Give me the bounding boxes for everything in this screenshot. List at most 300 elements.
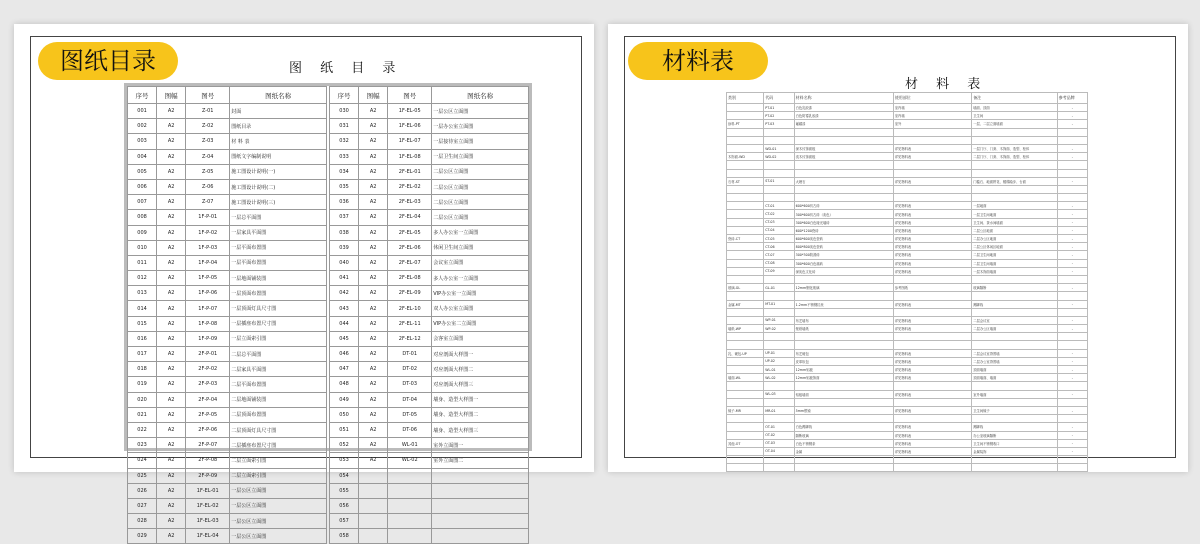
table-cell: 会议室立面图 bbox=[432, 255, 529, 270]
table-cell: 1F-P-02 bbox=[186, 225, 230, 240]
table-cell: A2 bbox=[359, 134, 388, 149]
table-cell: 2F-EL-05 bbox=[388, 225, 432, 240]
table-cell: 详见物料表 bbox=[893, 423, 972, 431]
table-row bbox=[330, 362, 529, 377]
table-cell: 2F-P-06 bbox=[186, 422, 230, 437]
table-cell: 033 bbox=[330, 149, 359, 164]
table-cell: 020 bbox=[128, 392, 157, 407]
table-cell: 布艺硬包 bbox=[794, 349, 893, 357]
table-cell: - bbox=[1057, 316, 1087, 324]
table-cell: 036 bbox=[330, 195, 359, 210]
table-cell: 二层地面铺装图 bbox=[230, 392, 327, 407]
table-cell: - bbox=[1057, 144, 1087, 152]
table-cell bbox=[727, 333, 764, 341]
table-cell: 2F-EL-03 bbox=[388, 195, 432, 210]
table-cell: A2 bbox=[157, 225, 186, 240]
table-row bbox=[727, 267, 1088, 275]
table-header-row bbox=[330, 87, 529, 104]
table-cell: 白色踢脚线 bbox=[794, 423, 893, 431]
table-cell: - bbox=[1057, 218, 1087, 226]
table-cell: A2 bbox=[157, 514, 186, 529]
table-cell: DT-05 bbox=[388, 407, 432, 422]
table-cell: 一层木饰面墙面 bbox=[972, 267, 1057, 275]
table-cell: 018 bbox=[128, 362, 157, 377]
table-cell: 详见物料表 bbox=[893, 202, 972, 210]
table-cell: 卫生间、茶水间墙面 bbox=[972, 218, 1057, 226]
table-row bbox=[330, 407, 529, 422]
table-cell bbox=[764, 292, 794, 300]
table-row bbox=[128, 119, 327, 134]
table-row bbox=[727, 194, 1088, 202]
table-cell bbox=[893, 136, 972, 144]
table-cell: 057 bbox=[330, 514, 359, 529]
table-cell: A2 bbox=[359, 149, 388, 164]
table-cell: A2 bbox=[359, 119, 388, 134]
table-cell: 037 bbox=[330, 210, 359, 225]
table-row bbox=[727, 366, 1088, 374]
table-cell: 048 bbox=[330, 377, 359, 392]
table-cell bbox=[359, 498, 388, 513]
table-cell: - bbox=[1057, 366, 1087, 374]
table-row bbox=[727, 251, 1088, 259]
table-cell bbox=[1057, 382, 1087, 390]
table-row bbox=[727, 275, 1088, 283]
table-cell: A2 bbox=[157, 271, 186, 286]
table-cell: 详见物料表 bbox=[893, 325, 972, 333]
table-cell: 对应剖面大样图三 bbox=[432, 377, 529, 392]
table-cell bbox=[972, 136, 1057, 144]
table-row bbox=[727, 136, 1088, 144]
table-cell bbox=[972, 308, 1057, 316]
table-cell: A2 bbox=[359, 179, 388, 194]
table-cell: 墙纸-WP bbox=[727, 325, 764, 333]
table-row bbox=[727, 464, 1088, 472]
table-cell bbox=[764, 185, 794, 193]
table-cell: A2 bbox=[157, 149, 186, 164]
table-row bbox=[330, 347, 529, 362]
table-cell bbox=[893, 341, 972, 349]
table-cell: 032 bbox=[330, 134, 359, 149]
table-cell: CT-05 bbox=[764, 235, 794, 243]
table-cell: WL-02 bbox=[388, 453, 432, 468]
table-cell: A2 bbox=[157, 134, 186, 149]
table-row bbox=[128, 498, 327, 513]
column-header: 序号 bbox=[128, 87, 157, 104]
table-cell bbox=[972, 169, 1057, 177]
table-cell bbox=[794, 333, 893, 341]
table-row bbox=[128, 210, 327, 225]
table-cell bbox=[893, 333, 972, 341]
table-cell: 600*1200瓷砖 bbox=[794, 226, 893, 234]
table-row bbox=[330, 255, 529, 270]
table-cell bbox=[727, 104, 764, 112]
table-cell: 室外立面图二 bbox=[432, 453, 529, 468]
table-cell: A2 bbox=[157, 195, 186, 210]
table-cell: 对应剖面大样图一 bbox=[432, 347, 529, 362]
table-row bbox=[128, 347, 327, 362]
drawing-index-sheet bbox=[124, 83, 532, 540]
table-cell: 300*300防滑砖 bbox=[794, 251, 893, 259]
table-cell: 镜子-MR bbox=[727, 406, 764, 414]
table-cell: - bbox=[1057, 235, 1087, 243]
column-header: 代码 bbox=[764, 93, 794, 104]
table-row bbox=[128, 438, 327, 453]
table-row bbox=[727, 185, 1088, 193]
table-cell bbox=[359, 468, 388, 483]
table-cell: 052 bbox=[330, 438, 359, 453]
table-cell: 一层地面铺装图 bbox=[230, 271, 327, 286]
table-cell: 对应剖面大样图二 bbox=[432, 362, 529, 377]
table-cell: 详见物料表 bbox=[893, 226, 972, 234]
table-cell: 600*600灰色瓷砖 bbox=[794, 235, 893, 243]
column-header: 图幅 bbox=[359, 87, 388, 104]
table-cell: 2F-P-02 bbox=[186, 362, 230, 377]
table-cell: 详见物料表 bbox=[893, 406, 972, 414]
table-row bbox=[128, 179, 327, 194]
table-cell bbox=[893, 308, 972, 316]
table-cell bbox=[893, 415, 972, 423]
drawing-index-badge: 图纸目录 bbox=[38, 42, 178, 80]
table-cell: 墙身、造型大样图一 bbox=[432, 392, 529, 407]
table-cell: A2 bbox=[359, 195, 388, 210]
table-cell: A2 bbox=[157, 331, 186, 346]
table-cell bbox=[727, 341, 764, 349]
table-cell: CT-02 bbox=[764, 210, 794, 218]
table-cell: 031 bbox=[330, 119, 359, 134]
table-cell bbox=[794, 275, 893, 283]
table-cell: CT-09 bbox=[764, 267, 794, 275]
table-cell: 12mm铝板 bbox=[794, 366, 893, 374]
table-cell: 001 bbox=[128, 104, 157, 119]
table-cell: CT-04 bbox=[764, 226, 794, 234]
table-cell bbox=[764, 308, 794, 316]
table-cell: A2 bbox=[359, 316, 388, 331]
table-cell: - bbox=[1057, 120, 1087, 128]
table-cell: 室外立面图一 bbox=[432, 438, 529, 453]
table-cell: 涂料-PT bbox=[727, 120, 764, 128]
table-cell: A2 bbox=[157, 529, 186, 544]
table-cell: A2 bbox=[157, 362, 186, 377]
table-cell: 1F-P-08 bbox=[186, 316, 230, 331]
table-cell: PT-01 bbox=[764, 104, 794, 112]
table-cell: 详见物料表 bbox=[893, 431, 972, 439]
table-cell: DT-03 bbox=[388, 377, 432, 392]
table-cell: A2 bbox=[157, 104, 186, 119]
table-cell: 1F-P-06 bbox=[186, 286, 230, 301]
table-row bbox=[727, 316, 1088, 324]
table-cell: 一层平面布置图 bbox=[230, 255, 327, 270]
table-cell: 顶面墙面、墙面 bbox=[972, 374, 1057, 382]
table-row bbox=[727, 415, 1088, 423]
table-cell: 047 bbox=[330, 362, 359, 377]
table-row bbox=[330, 392, 529, 407]
material-table-title: 材 料 表 bbox=[905, 77, 988, 92]
table-cell: 一层家具平面图 bbox=[230, 225, 327, 240]
table-cell bbox=[1057, 161, 1087, 169]
table-cell bbox=[1057, 194, 1087, 202]
table-cell: 1F-P-09 bbox=[186, 331, 230, 346]
material-table bbox=[726, 92, 1088, 454]
table-cell bbox=[893, 169, 972, 177]
table-cell: 乳、硬包-UP bbox=[727, 349, 764, 357]
table-cell: 017 bbox=[128, 347, 157, 362]
table-row bbox=[330, 195, 529, 210]
table-cell: 042 bbox=[330, 286, 359, 301]
table-row bbox=[128, 195, 327, 210]
table-cell bbox=[1057, 398, 1087, 406]
table-cell: 040 bbox=[330, 255, 359, 270]
table-cell: 058 bbox=[330, 529, 359, 544]
table-cell: Z-02 bbox=[186, 119, 230, 134]
table-cell: 一层接待室立面图 bbox=[432, 134, 529, 149]
table-cell bbox=[893, 128, 972, 136]
table-cell bbox=[764, 128, 794, 136]
table-cell: A2 bbox=[157, 498, 186, 513]
table-cell: 二层办公室背景墙 bbox=[972, 357, 1057, 365]
table-cell: 2F-EL-01 bbox=[388, 164, 432, 179]
table-cell: A2 bbox=[359, 286, 388, 301]
table-cell: 046 bbox=[330, 347, 359, 362]
table-cell: WL-01 bbox=[388, 438, 432, 453]
table-cell: - bbox=[1057, 177, 1087, 185]
table-cell: - bbox=[1057, 243, 1087, 251]
material-table-panel bbox=[608, 24, 1188, 472]
table-cell: - bbox=[1057, 259, 1087, 267]
table-cell: DT-01 bbox=[388, 347, 432, 362]
table-cell: 墙面、顶面 bbox=[972, 104, 1057, 112]
table-cell: 一层、二层立面墙面 bbox=[972, 120, 1057, 128]
table-cell: A2 bbox=[157, 255, 186, 270]
table-cell bbox=[388, 498, 432, 513]
table-cell: 2F-EL-12 bbox=[388, 331, 432, 346]
table-cell: 二层门厅、门套、木饰面、造型、柜体 bbox=[972, 153, 1057, 161]
table-row bbox=[727, 161, 1088, 169]
column-header: 类别 bbox=[727, 93, 764, 104]
table-cell: 2F-EL-02 bbox=[388, 179, 432, 194]
table-row bbox=[128, 104, 327, 119]
table-cell bbox=[727, 128, 764, 136]
table-cell: DT-02 bbox=[388, 362, 432, 377]
column-header: 材料名称 bbox=[794, 93, 893, 104]
table-cell bbox=[972, 128, 1057, 136]
table-cell: 图纸目录 bbox=[230, 119, 327, 134]
table-cell bbox=[794, 308, 893, 316]
table-cell: 氟碳漆 bbox=[794, 120, 893, 128]
table-cell: 详见物料表 bbox=[893, 243, 972, 251]
table-cell: 玻璃-GL bbox=[727, 284, 764, 292]
table-row bbox=[727, 349, 1088, 357]
table-cell bbox=[727, 292, 764, 300]
table-cell: 详见物料表 bbox=[893, 447, 972, 455]
table-row bbox=[128, 316, 327, 331]
table-cell: 皮革软包 bbox=[794, 357, 893, 365]
table-cell: 053 bbox=[330, 453, 359, 468]
table-cell bbox=[764, 275, 794, 283]
table-cell bbox=[764, 161, 794, 169]
table-cell bbox=[893, 185, 972, 193]
table-cell: 施工图设计说明(三) bbox=[230, 195, 327, 210]
table-cell: CT-08 bbox=[764, 259, 794, 267]
table-cell: A2 bbox=[359, 271, 388, 286]
table-cell: 005 bbox=[128, 164, 157, 179]
table-cell: 详见物料表 bbox=[893, 390, 972, 398]
table-row bbox=[128, 453, 327, 468]
table-cell: A2 bbox=[157, 422, 186, 437]
table-row bbox=[330, 179, 529, 194]
table-cell: Z-05 bbox=[186, 164, 230, 179]
table-row bbox=[128, 149, 327, 164]
table-cell bbox=[893, 456, 972, 464]
table-cell: 白色不锈钢条 bbox=[794, 439, 893, 447]
table-cell bbox=[1057, 185, 1087, 193]
table-cell: Z-03 bbox=[186, 134, 230, 149]
table-cell: 踢脚线 bbox=[972, 423, 1057, 431]
table-cell: 045 bbox=[330, 331, 359, 346]
table-cell: Z-04 bbox=[186, 149, 230, 164]
table-cell bbox=[764, 333, 794, 341]
table-cell: 室内墙 bbox=[893, 104, 972, 112]
table-cell: 019 bbox=[128, 377, 157, 392]
table-cell: 玻璃隔断 bbox=[972, 284, 1057, 292]
table-cell: 1F-EL-05 bbox=[388, 104, 432, 119]
table-cell: - bbox=[1057, 374, 1087, 382]
table-row bbox=[330, 271, 529, 286]
table-row bbox=[727, 104, 1088, 112]
drawing-frame bbox=[30, 36, 582, 540]
table-row bbox=[727, 120, 1088, 128]
table-row bbox=[330, 164, 529, 179]
table-cell: A2 bbox=[359, 347, 388, 362]
table-cell: 043 bbox=[330, 301, 359, 316]
table-cell: A2 bbox=[359, 255, 388, 270]
table-row bbox=[128, 529, 327, 544]
table-cell bbox=[794, 169, 893, 177]
table-row bbox=[727, 292, 1088, 300]
table-cell bbox=[1057, 292, 1087, 300]
table-cell bbox=[764, 169, 794, 177]
table-cell: 墙面-WL bbox=[727, 374, 764, 382]
table-cell bbox=[388, 468, 432, 483]
table-cell bbox=[794, 136, 893, 144]
table-row bbox=[128, 286, 327, 301]
table-cell: - bbox=[1057, 251, 1087, 259]
table-row bbox=[128, 377, 327, 392]
table-cell bbox=[727, 136, 764, 144]
table-cell: 一层卫生间立面图 bbox=[432, 149, 529, 164]
table-cell: - bbox=[1057, 357, 1087, 365]
table-cell bbox=[1057, 464, 1087, 472]
table-cell bbox=[764, 456, 794, 464]
table-cell: 一层公区立面图 bbox=[230, 498, 327, 513]
table-cell: 详见物料表 bbox=[893, 251, 972, 259]
table-cell: 二层公区立面图 bbox=[432, 210, 529, 225]
table-cell: 二层公区立面图 bbox=[432, 164, 529, 179]
table-cell: 023 bbox=[128, 438, 157, 453]
table-cell: 028 bbox=[128, 514, 157, 529]
table-cell: CT-03 bbox=[764, 218, 794, 226]
table-cell: 详见物料表 bbox=[893, 439, 972, 447]
material-table-badge: 材料表 bbox=[628, 42, 768, 80]
table-cell: 隔断玻璃 bbox=[794, 431, 893, 439]
table-cell: 二层平面布置图 bbox=[230, 377, 327, 392]
table-cell: 详见物料表 bbox=[893, 374, 972, 382]
table-row bbox=[330, 316, 529, 331]
table-cell: 800*800灰色瓷砖 bbox=[794, 243, 893, 251]
table-cell: 详见物料表 bbox=[893, 235, 972, 243]
table-cell: - bbox=[1057, 153, 1087, 161]
table-cell bbox=[1057, 456, 1087, 464]
table-row bbox=[128, 134, 327, 149]
table-cell: 白色防霉乳胶漆 bbox=[794, 112, 893, 120]
table-cell bbox=[359, 529, 388, 544]
table-cell: A2 bbox=[359, 362, 388, 377]
table-cell bbox=[432, 529, 529, 544]
table-cell: 一层顶面灯具尺寸图 bbox=[230, 301, 327, 316]
table-row bbox=[727, 447, 1088, 455]
table-cell bbox=[893, 382, 972, 390]
table-cell: 二层公区地面 bbox=[972, 226, 1057, 234]
table-cell: 2F-P-05 bbox=[186, 407, 230, 422]
table-cell bbox=[359, 514, 388, 529]
table-cell: 2F-P-09 bbox=[186, 468, 230, 483]
drawing-index-title: 图 纸 目 录 bbox=[289, 61, 403, 76]
table-cell: 039 bbox=[330, 240, 359, 255]
table-row bbox=[727, 243, 1088, 251]
table-cell: A2 bbox=[359, 438, 388, 453]
table-cell: 会客室立面图 bbox=[432, 331, 529, 346]
table-cell: 055 bbox=[330, 483, 359, 498]
table-row bbox=[128, 392, 327, 407]
table-cell: 一层立面索引图 bbox=[230, 331, 327, 346]
table-cell: 二层公区休闲区地面 bbox=[972, 243, 1057, 251]
table-cell: 二层总平面图 bbox=[230, 347, 327, 362]
table-cell: 办公室玻璃隔断 bbox=[972, 431, 1057, 439]
table-cell bbox=[727, 431, 764, 439]
table-cell bbox=[794, 382, 893, 390]
table-cell: - bbox=[1057, 406, 1087, 414]
table-cell: 600*600仿古砖 bbox=[794, 202, 893, 210]
table-cell: A2 bbox=[157, 210, 186, 225]
table-cell: 白色乳胶漆 bbox=[794, 104, 893, 112]
table-cell: A2 bbox=[157, 468, 186, 483]
table-cell: 2F-EL-11 bbox=[388, 316, 432, 331]
table-row bbox=[128, 331, 327, 346]
table-cell: - bbox=[1057, 423, 1087, 431]
table-cell: 墙身、造型大样图二 bbox=[432, 407, 529, 422]
table-cell: A2 bbox=[157, 240, 186, 255]
table-row bbox=[128, 468, 327, 483]
table-row bbox=[330, 377, 529, 392]
table-row bbox=[727, 210, 1088, 218]
table-cell: WL-03 bbox=[764, 390, 794, 398]
table-row bbox=[727, 177, 1088, 185]
table-cell: 二层卫生间墙面 bbox=[972, 259, 1057, 267]
table-row bbox=[330, 104, 529, 119]
table-cell bbox=[727, 218, 764, 226]
table-cell: 029 bbox=[128, 529, 157, 544]
table-cell: 041 bbox=[330, 271, 359, 286]
table-cell: - bbox=[1057, 104, 1087, 112]
table-cell: 014 bbox=[128, 301, 157, 316]
table-cell: 二层公区立面图 bbox=[432, 179, 529, 194]
table-cell: 门槛石、地面拼花、楼梯踏步、台面 bbox=[972, 177, 1057, 185]
table-cell: A2 bbox=[359, 377, 388, 392]
table-cell: MT-01 bbox=[764, 300, 794, 308]
table-cell: A2 bbox=[359, 210, 388, 225]
table-cell bbox=[794, 128, 893, 136]
table-cell bbox=[1057, 333, 1087, 341]
table-cell: 二层家具平面图 bbox=[230, 362, 327, 377]
